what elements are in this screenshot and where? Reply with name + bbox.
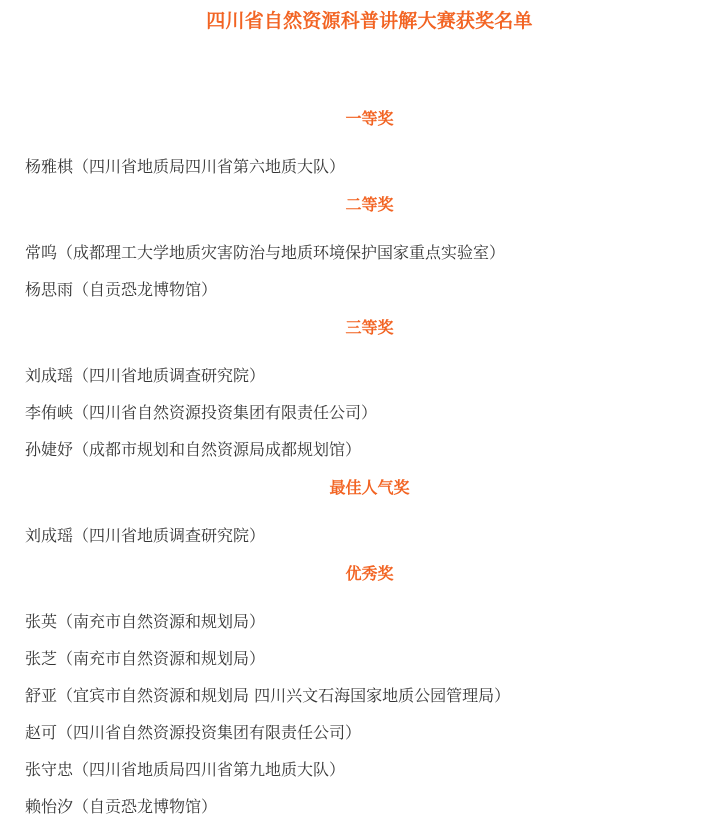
winner-entry: 舒亚（宜宾市自然资源和规划局 四川兴文石海国家地质公园管理局） bbox=[25, 686, 511, 705]
winner-entry: 张守忠（四川省地质局四川省第九地质大队） bbox=[25, 760, 346, 779]
winner-entry: 刘成瑶（四川省地质调查研究院） bbox=[25, 366, 266, 385]
award-section-first-prize bbox=[0, 106, 704, 185]
section-heading: 三等奖 bbox=[345, 318, 394, 337]
winner-entry: 张芝（南充市自然资源和规划局） bbox=[25, 649, 266, 668]
award-section-excellence-prize bbox=[0, 561, 704, 825]
page-title: 四川省自然资源科普讲解大赛获奖名单 bbox=[206, 10, 533, 32]
winner-entry: 杨思雨（自贡恐龙博物馆） bbox=[25, 280, 218, 299]
winner-entry: 杨雅棋（四川省地质局四川省第六地质大队） bbox=[25, 157, 346, 176]
section-heading: 一等奖 bbox=[345, 109, 394, 128]
section-heading: 最佳人气奖 bbox=[329, 478, 410, 497]
award-section-popularity-prize bbox=[0, 475, 704, 554]
section-heading: 优秀奖 bbox=[345, 564, 394, 583]
winner-entry: 赵可（四川省自然资源投资集团有限责任公司） bbox=[25, 723, 362, 742]
winner-entry: 赖怡汐（自贡恐龙博物馆） bbox=[25, 797, 218, 816]
winner-entry: 李侑峡（四川省自然资源投资集团有限责任公司） bbox=[25, 403, 378, 422]
winner-entry: 常呜（成都理工大学地质灾害防治与地质环境保护国家重点实验室） bbox=[25, 243, 506, 262]
award-sections bbox=[0, 106, 704, 825]
winner-entry: 刘成瑶（四川省地质调查研究院） bbox=[25, 526, 266, 545]
award-section-third-prize bbox=[0, 315, 704, 468]
winner-entry: 孙婕妤（成都市规划和自然资源局成都规划馆） bbox=[25, 440, 362, 459]
winner-entry: 张英（南充市自然资源和规划局） bbox=[25, 612, 266, 631]
award-section-second-prize bbox=[0, 192, 704, 308]
section-heading: 二等奖 bbox=[345, 195, 394, 214]
